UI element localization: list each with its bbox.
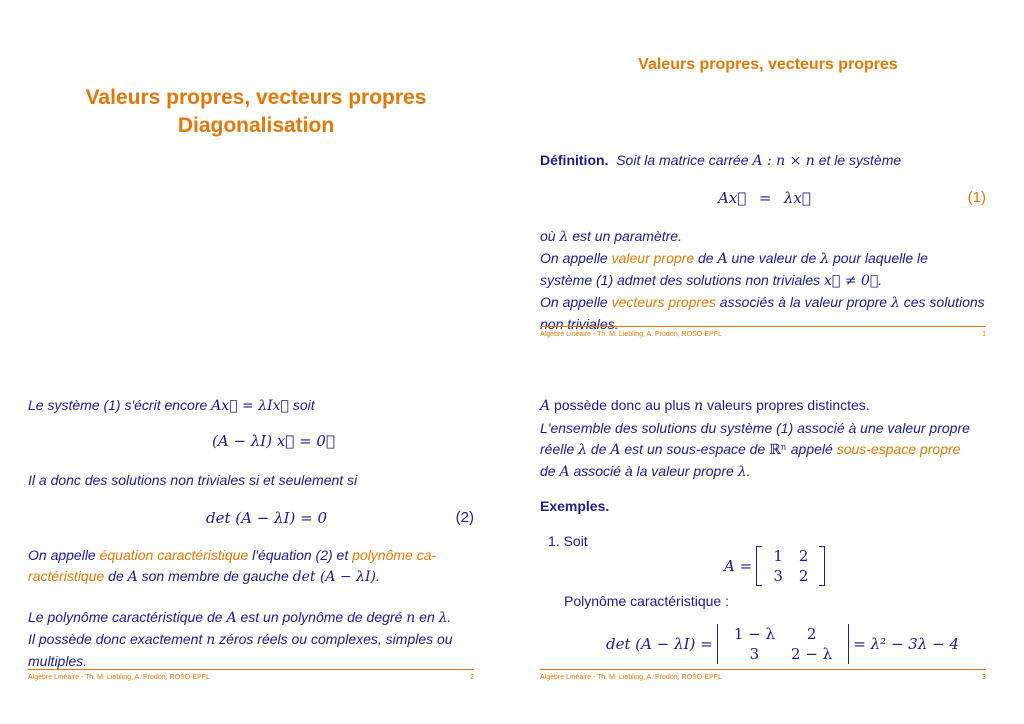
lambda: λ [890,295,900,311]
matrix-cell: 2 [798,547,809,565]
matrix-A-lhs: A = [724,557,753,575]
line-systeme [540,270,986,292]
definition-text-b: et le système [818,152,902,168]
line-non-triviales: non triviales. [540,316,619,332]
footer-text: Algèbre Linéaire - Th. M. Liebling, A. Prodon, ROSO-EPFL [540,331,722,338]
text: est un paramètre. [572,228,682,244]
page-number: 2 [470,674,474,681]
text: On appelle [28,547,96,563]
matrix-cell: 1 − λ [733,625,776,643]
line-ensemble: L'ensemble des solutions du système (1) associé à une valeur propre [540,420,970,436]
text: appelé [790,441,833,457]
line-solutions: Il a donc des solutions non triviales si et seulement si [28,472,358,488]
line-zeros [28,629,474,651]
text: une valeur de [731,250,817,266]
definition-math: A : n × n [752,153,815,169]
math-A: A [559,464,570,480]
math-A: A [610,442,621,458]
math-n: n [694,398,704,414]
polynome-label: Polynôme caractéristique : [564,593,729,609]
matrix-cell: 2 [798,567,809,585]
text: de [590,441,607,457]
page-number: 3 [982,674,986,681]
line-ou [540,226,986,248]
text: de [698,250,714,266]
examples-heading: Exemples. [540,498,610,514]
text: On appelle [540,294,608,310]
matrix-A [756,546,825,586]
equation-1-number: (1) [967,189,986,206]
term-valeur-propre: valeur propre [611,250,695,266]
det-lhs: det (A − λI) = [606,635,713,653]
text: système (1) admet des solutions non triviales [540,272,821,288]
lambda: λ [820,251,830,267]
slide-1 [512,0,1024,362]
slide-2 [0,362,512,724]
text: possède donc au plus [554,397,691,413]
presentation-title [0,84,512,140]
line-vecteurs-propres [540,292,986,314]
text: où [540,228,556,244]
eq1-rhs: λx⃗ [783,189,811,207]
determinant-equation [606,624,959,664]
matrix-cell: 3 [773,567,783,585]
lambda: λ [578,442,588,458]
footer-rule [540,669,986,670]
math-condition: x⃗ ≠ 0⃗ [824,273,879,289]
title-line-2: Diagonalisation [177,114,335,137]
lambda: λ [438,610,448,626]
text: . [447,609,452,625]
example-1-label: 1. Soit [548,533,588,549]
eq1-lhs: Ax⃗ [718,189,747,207]
text: . [746,463,751,479]
equation-1 [718,189,811,207]
text: associés à la valeur propre [719,294,888,310]
text: associé à la valeur propre [573,463,734,479]
term-polynome-caracteristique-cont: ractéristique [28,568,105,584]
slide-3 [512,362,1024,724]
term-sous-espace-propre: sous-espace propre [836,441,961,457]
lambda: λ [559,229,569,245]
equation-homogeneous: (A − λI) x⃗ = 0⃗ [212,432,335,450]
text: est un polynôme de degré [240,609,403,625]
line-degre [28,607,474,629]
footer [540,669,986,691]
line-associe [540,461,986,483]
matrix-cell: 1 [773,547,783,565]
text: Il possède donc exactement [28,631,203,647]
math-A: A [127,569,138,585]
math: Ax⃗ = λIx⃗ [211,398,289,414]
definition-body [540,226,986,335]
text: valeurs propres distinctes. [707,397,870,413]
sous-espace-propre [540,418,986,483]
text: est un sous-espace de [624,441,766,457]
text: son membre de gauche [141,568,289,584]
text: en [419,609,435,625]
line-reelle [540,439,986,461]
det-rhs: = λ² − 3λ − 4 [853,635,960,653]
text: Le polynôme caractéristique de [28,609,223,625]
definition-line [540,150,986,172]
text: . [878,272,883,288]
math-det: det (A − λI) [292,569,377,585]
math-A: A [540,398,551,414]
text: de [108,568,124,584]
term-polynome-caracteristique: polynôme ca- [352,547,437,563]
text: l'équation (2) et [252,547,349,563]
matrix-cell: 2 [806,625,817,643]
text: On appelle [540,250,608,266]
determinant-matrix [717,624,849,664]
math-Rn: ℝⁿ [769,442,787,458]
line-au-plus-n [540,395,986,417]
math-n: n [406,610,416,626]
text: soit [292,397,315,413]
matrix-cell: 2 − λ [791,645,833,663]
slide-title [0,0,512,362]
text: zéros réels ou complexes, simples ou [219,631,453,647]
text: de [540,463,556,479]
equation-2-number: (2) [455,509,474,526]
frame-title: Valeurs propres, vecteurs propres [638,56,898,73]
footer [540,326,986,348]
text: Le système (1) s'écrit encore [28,397,208,413]
lambda: λ [737,464,747,480]
page-number: 1 [982,331,986,338]
footer-text: Algèbre Linéaire - Th. M. Liebling, A. Prodon, ROSO-EPFL [540,674,722,681]
definition-label: Définition. [540,152,609,168]
text: pour laquelle le [832,250,928,266]
title-line-1: Valeurs propres, vecteurs propres [85,86,427,109]
term-equation-caracteristique: équation caractéristique [99,547,249,563]
math-n: n [206,632,216,648]
line-multiples: multiples. [28,653,88,669]
polynome-degre [28,607,474,672]
definition-text-a: Soit la matrice carrée [616,152,749,168]
line-systeme-encore [28,395,474,417]
eq1-equals: = [758,189,772,207]
footer-rule [28,669,474,670]
text: . [376,568,380,584]
math-A: A [717,251,728,267]
term-vecteurs-propres: vecteurs propres [611,294,716,310]
math: det (A − λI) = 0 [206,509,327,527]
text: réelle [540,441,575,457]
line-valeur-propre [540,248,986,270]
footer-rule [540,326,986,327]
math-A: A [226,610,237,626]
footer [28,669,474,691]
matrix-A-equation [724,546,825,586]
text: ces solutions [903,294,985,310]
definition-equation-caracteristique [28,545,474,588]
matrix-cell: 3 [749,645,760,663]
equation-2 [206,509,327,527]
footer-text: Algèbre Linéaire - Th. M. Liebling, A. Prodon, ROSO-EPFL [28,674,210,681]
